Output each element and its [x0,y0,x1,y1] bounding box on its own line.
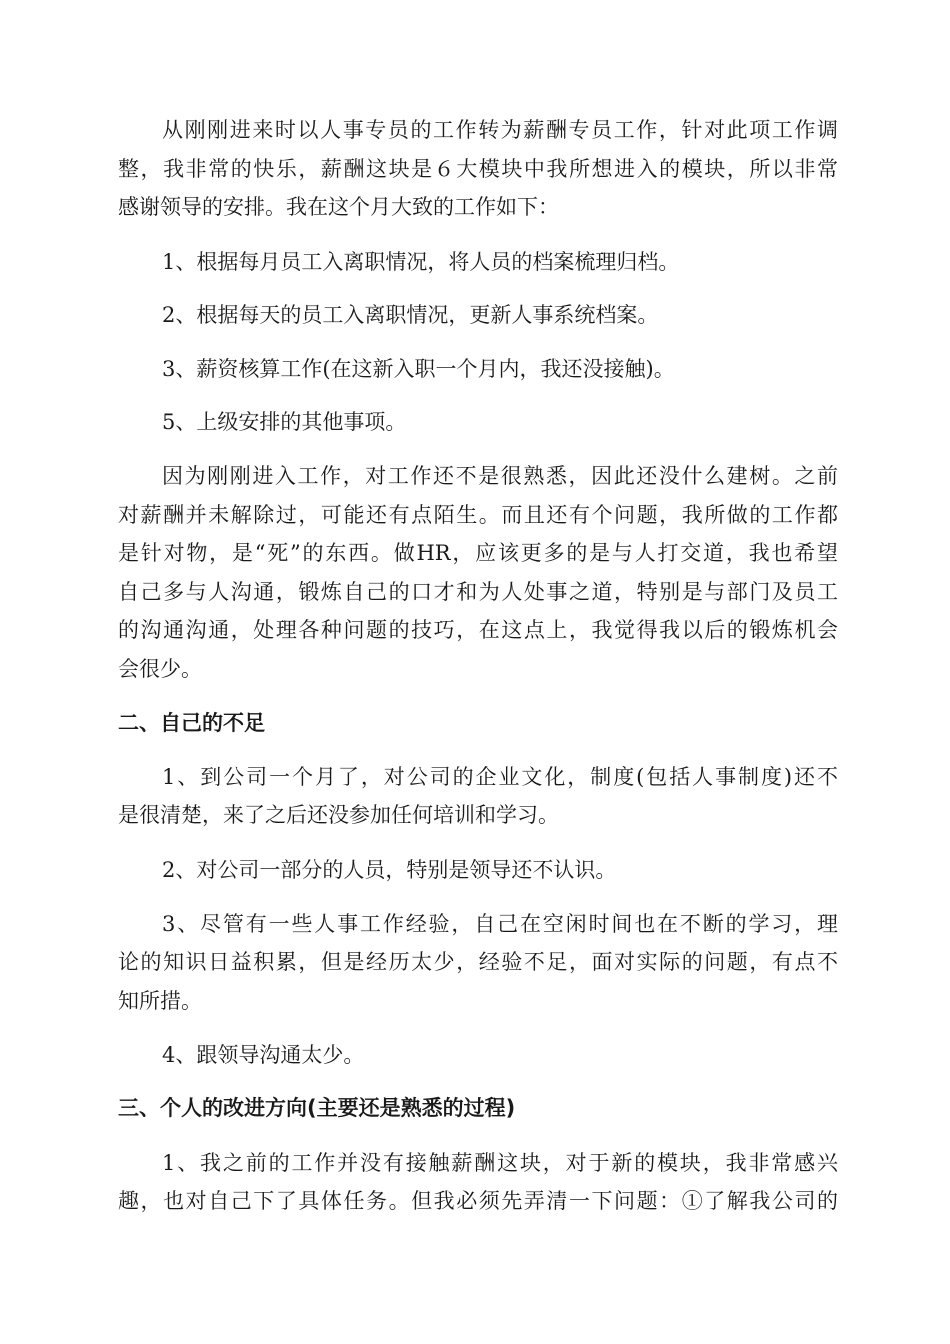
list-item: 1、到公司一个月了，对公司的企业文化，制度(包括人事制度)还不 [162,765,838,789]
list-item: 3、尽管有一些人事工作经验，自己在空闲时间也在不断的学习，理 [162,912,838,936]
list-item-continuation: 是很清楚，来了之后还没参加任何培训和学习。 [118,803,559,827]
section-heading: 二、自己的不足 [118,711,265,735]
paragraph-line: 自己多与人沟通，锻炼自己的口才和为人处事之道，特别是与部门及员工 [118,580,838,604]
list-item: 2、根据每天的员工入离职情况，更新人事系统档案。 [162,303,659,327]
paragraph-line: 从刚刚进来时以人事专员的工作转为薪酬专员工作，针对此项工作调 [162,118,838,142]
paragraph-line: 的沟通沟通，处理各种问题的技巧，在这点上，我觉得我以后的锻炼机会 [118,618,838,642]
paragraph-line: 对薪酬并未解除过，可能还有点陌生。而且还有个问题，我所做的工作都 [118,503,838,527]
paragraph-line: 因为刚刚进入工作，对工作还不是很熟悉，因此还没什么建树。之前 [162,464,838,488]
section-heading: 三、个人的改进方向(主要还是熟悉的过程) [118,1096,516,1120]
paragraph-line: 会很少。 [118,657,202,681]
list-item: 3、薪资核算工作(在这新入职一个月内，我还没接触)。 [162,357,675,381]
list-item-continuation: 论的知识日益积累，但是经历太少，经验不足，面对实际的问题，有点不 [118,950,838,974]
list-item: 4、跟领导沟通太少。 [162,1043,365,1067]
paragraph-line: 感谢领导的安排。我在这个月大致的工作如下： [118,195,559,219]
paragraph-line: 是针对物，是“死”的东西。做HR，应该更多的是与人打交道，我也希望 [118,541,838,565]
list-item-continuation: 知所措。 [118,989,202,1013]
list-item: 1、根据每月员工入离职情况，将人员的档案梳理归档。 [162,250,680,274]
paragraph-line: 整，我非常的快乐，薪酬这块是６大模块中我所想进入的模块，所以非常 [118,157,838,181]
list-item: 1、我之前的工作并没有接触薪酬这块，对于新的模块，我非常感兴 [162,1151,838,1175]
list-item: 5、上级安排的其他事项。 [162,410,407,434]
list-item: 2、对公司一部分的人员，特别是领导还不认识。 [162,858,617,882]
list-item-continuation: 趣，也对自己下了具体任务。但我必须先弄清一下问题：①了解我公司的 [118,1189,838,1213]
